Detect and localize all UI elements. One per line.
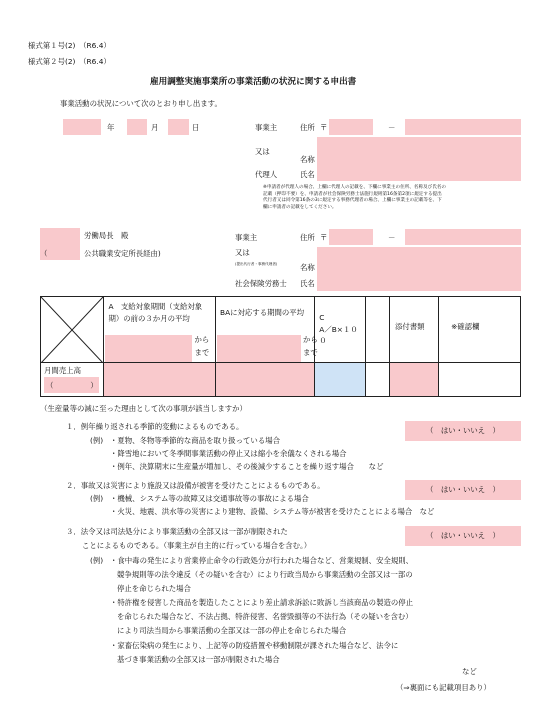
monthly-sales-cell: 月間売上高 （ ） — [41, 363, 104, 397]
section-3-item: を命じられた場合など、不法占拠、特許侵害、名誉毀損等の不法行為（その疑いを含む） — [117, 612, 413, 621]
check-header: ※確認欄 — [439, 297, 521, 363]
name-label: 名称 — [300, 155, 315, 164]
section-3-title-cont: ことによるものである。（事業主が自主的に行っている場合を含む。） — [82, 541, 312, 550]
section-3-item: ・特許権を侵害した商品を製造したことにより差止請求訴訟に敗訴し当該商品の製造の停止 — [110, 598, 414, 607]
address-label: 住所 — [300, 123, 315, 132]
section-3-title: ３．法令又は司法処分により事業活動の全部又は一部が制限された — [66, 527, 288, 536]
section-1-title: １．例年繰り返される季節的変動によるものである。 — [66, 422, 244, 431]
proxy-note: (提出代行者・事務代理者) — [235, 262, 278, 266]
col-b-to: まで — [303, 348, 318, 357]
year-field[interactable] — [63, 119, 101, 135]
section-3-yes-no[interactable]: （ はい・いいえ ） — [405, 526, 521, 546]
person2-label: 氏名 — [300, 279, 315, 288]
diagonal-header-cell — [41, 297, 104, 363]
diagonal-lines — [41, 297, 103, 363]
name2-label: 名称 — [300, 263, 315, 272]
employer2-label: 事業主 — [235, 233, 258, 242]
section-2-example-label: (例) — [90, 494, 104, 503]
postal-mark: 〒 — [320, 123, 328, 132]
section-1-item: ・夏物、冬物等季節的な商品を取り扱っている場合 — [110, 436, 280, 445]
agent-note: ※申請者が代理人の場合、上欄に代理人の記載を、下欄に事業主の住所、名称及び氏名の 記載（押印不要）を、申請者が社会保険労務士法施行規則第16条第2項に規定する提出 代行者又は同令第16条の3に規定する事務代理者の場合、上欄に事業主の記載等を、下 欄に申請者の記載をしてください。 — [263, 185, 447, 210]
person-label: 氏名 — [300, 170, 315, 179]
column-a-header: A 支給対象期間（支給対象期）の前の３か月の平均 から まで — [104, 297, 216, 363]
postal-code-field-2[interactable] — [405, 119, 521, 135]
section-3-item: ・食中毒の発生により営業停止命令の行政処分が行われた場合など、営業規制、安全規則、 — [110, 556, 414, 565]
col-c-value-cell — [315, 363, 366, 397]
col-b-value-cell — [216, 363, 315, 397]
section-2-yes-no[interactable]: （ はい・いいえ ） — [405, 480, 521, 500]
col-a-period-field[interactable] — [105, 335, 192, 362]
day-field[interactable] — [168, 119, 189, 135]
or2-label: 又は — [235, 248, 250, 257]
postal2-code-field-2[interactable] — [405, 229, 521, 245]
column-b-header: BAに対応する期間の平均 から まで — [216, 297, 315, 363]
section-3-etc: など — [462, 667, 477, 676]
col-a-to: まで — [194, 348, 210, 357]
section-2-title: ２．事故又は災害により施設又は設備が被害を受けたことによるものである。 — [66, 481, 325, 490]
section-1-item: ・例年、決算期末に生産量が増加し、その後減少することを繰り返す場合 など — [110, 462, 384, 471]
employer-label: 事業主 — [255, 123, 278, 132]
page-title: 雇用調整実施事業所の事業活動の状況に関する申出書 — [150, 77, 357, 87]
section-3-item: 停止を命じられた場合 — [117, 584, 191, 593]
spacer-value-cell — [366, 363, 390, 397]
labour-bureau-label: 労働局長 殿 — [84, 231, 129, 240]
col-a-from: から — [194, 335, 210, 344]
paren-open: （ — [40, 249, 48, 258]
or-label: 又は — [255, 147, 270, 156]
section-3-item: により司法当局から事業活動の全部又は一部の停止を命じられた場合 — [117, 626, 347, 635]
attachment-header: 添付書類 — [389, 297, 438, 363]
column-c-header: C A／B×１００ — [315, 297, 366, 363]
section-2-item: ・火災、地震、洪水等の災害により建物、設備、システム等が被害を受けたことによる場合 など — [110, 507, 435, 516]
employer2-address-name-field[interactable] — [317, 247, 521, 291]
agent-label: 代理人 — [255, 170, 278, 179]
day-label: 日 — [192, 123, 200, 132]
section-3-item: ・家畜伝染病の発生により、上記等の防疫措置や移動制限が課された場合など、法令に — [110, 641, 399, 650]
footer-note: （⇒裏面にも記載項目あり） — [396, 683, 491, 692]
postal2-dash: － — [388, 233, 396, 242]
form-number-1: 様式第１号(2) （R6.4） — [28, 41, 111, 50]
postal2-code-field-1[interactable] — [329, 229, 373, 245]
via-office-label: 公共職業安定所長経由) — [84, 249, 161, 258]
check-value-cell — [439, 363, 521, 397]
section-1-yes-no[interactable]: （ はい・いいえ ） — [405, 421, 521, 441]
col-a-value-cell — [104, 363, 216, 397]
month-label: 月 — [151, 123, 159, 132]
sales-table — [40, 296, 521, 397]
month-field[interactable] — [127, 119, 147, 135]
section-3-example-label: (例) — [90, 556, 104, 565]
sharoushi-label: 社会保険労務士 — [235, 279, 287, 288]
address2-label: 住所 — [300, 233, 315, 242]
col-b-from: から — [303, 335, 318, 344]
section-1-item: ・降雪地において冬季間事業活動の停止又は縮小を余儀なくされる場合 — [110, 449, 347, 458]
section-2-item: ・機械、システム等の故障又は交通事故等の事故による場合 — [110, 494, 309, 503]
postal-code-field-1[interactable] — [329, 119, 373, 135]
postal-dash: － — [388, 123, 396, 132]
intro-text: 事業活動の状況について次のとおり申し出ます。 — [60, 99, 222, 108]
form-number-2: 様式第２号(2) （R6.4） — [28, 57, 111, 66]
attachment-value-cell — [389, 363, 438, 397]
employer-address-name-field[interactable] — [317, 137, 521, 181]
reason-heading: （生産量等の減に至った理由として次の事項が該当しますか） — [40, 404, 247, 413]
section-3-item: 基づき事業活動の全部又は一部が制限された場合 — [117, 655, 280, 664]
spacer-header — [366, 297, 390, 363]
section-3-item: 競争規則等の法令違反（その疑いを含む）により行政当局から事業活動の全部又は一部の — [117, 570, 413, 579]
postal2-mark: 〒 — [320, 233, 328, 242]
monthly-sales-paren: （ ） — [46, 381, 98, 390]
col-b-period-field[interactable] — [217, 335, 301, 362]
section-1-example-label: (例) — [90, 436, 104, 445]
year-label: 年 — [107, 123, 115, 132]
